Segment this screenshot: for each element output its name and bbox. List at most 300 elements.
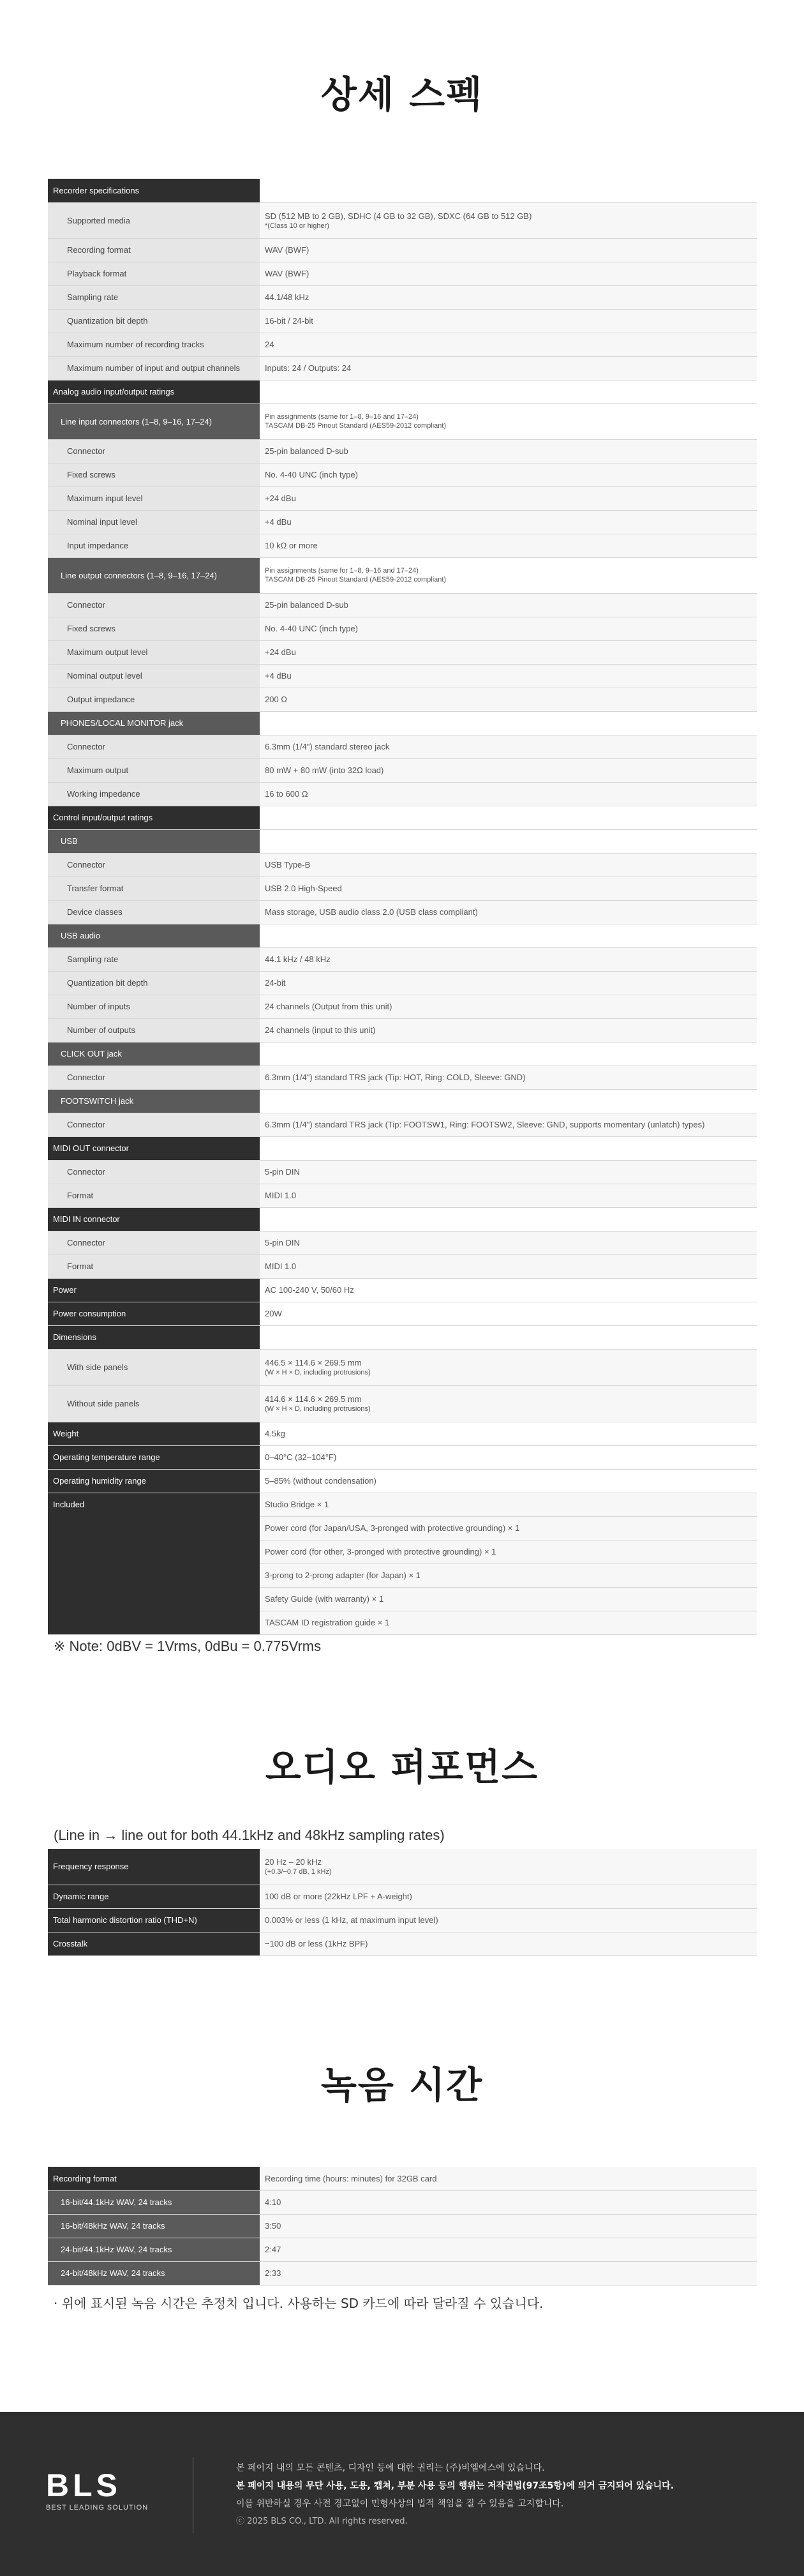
spec-value xyxy=(260,1184,757,1207)
spec-value xyxy=(260,262,757,285)
spec-value xyxy=(260,806,757,829)
spec-label xyxy=(48,617,260,640)
spec-label xyxy=(48,593,260,617)
spec-value xyxy=(260,179,757,202)
spec-row xyxy=(48,285,757,309)
spec-row xyxy=(48,1018,757,1042)
spec-value-text: 16 to 600 Ω xyxy=(265,789,308,799)
spec-label xyxy=(48,380,260,403)
spec-label xyxy=(48,179,260,202)
spec-value xyxy=(260,356,757,380)
spec-label-text: Transfer format xyxy=(67,884,124,893)
spec-row xyxy=(48,806,757,829)
spec-label xyxy=(48,1469,260,1493)
spec-value-text: SD (512 MB to 2 GB), SDHC (4 GB to 32 GB), SDXC (64 GB to 512 GB) xyxy=(265,211,532,221)
spec-label xyxy=(48,403,260,439)
spec-value-text: 6.3mm (1/4") standard TRS jack (Tip: HOT, Ring: COLD, Sleeve: GND) xyxy=(265,1073,526,1082)
spec-row xyxy=(48,924,757,947)
spec-label-text: USB xyxy=(61,836,78,846)
spec-row xyxy=(48,179,757,202)
spec-label-text: Sampling rate xyxy=(67,292,119,302)
spec-label xyxy=(48,1089,260,1113)
spec-label xyxy=(48,202,260,238)
spec-label-text: Connector xyxy=(67,742,105,751)
spec-label-text: Maximum output xyxy=(67,765,129,775)
spec-value xyxy=(260,1018,757,1042)
spec-value xyxy=(260,593,757,617)
spec-value-text: 44.1/48 kHz xyxy=(265,292,309,302)
spec-row xyxy=(48,262,757,285)
spec-value xyxy=(260,1066,757,1089)
spec-label xyxy=(48,688,260,711)
spec-value xyxy=(260,285,757,309)
included-item xyxy=(260,1611,757,1634)
spec-row xyxy=(48,403,757,439)
spec-value xyxy=(260,1349,757,1385)
spec-label xyxy=(48,971,260,995)
spec-label-text: Connector xyxy=(67,600,105,610)
spec-value xyxy=(260,853,757,877)
spec-label-text: Number of inputs xyxy=(67,1002,130,1011)
spec-value xyxy=(260,1422,757,1445)
rec-row xyxy=(48,2190,757,2214)
spec-label-text: Maximum number of recording tracks xyxy=(67,340,204,349)
audio-label xyxy=(48,1932,260,1955)
spec-label-text: CLICK OUT jack xyxy=(61,1049,122,1058)
spec-row xyxy=(48,758,757,782)
spec-label xyxy=(48,1113,260,1136)
spec-value xyxy=(260,510,757,534)
spec-row xyxy=(48,439,757,463)
spec-value xyxy=(260,309,757,333)
spec-value-text: 24 xyxy=(265,340,274,349)
spec-value-text: 80 mW + 80 mW (into 32Ω load) xyxy=(265,765,384,775)
spec-label-text: Maximum input level xyxy=(67,493,143,503)
rec-format xyxy=(48,2261,260,2285)
spec-value xyxy=(260,1113,757,1136)
spec-label xyxy=(48,1231,260,1254)
spec-label-text: Playback format xyxy=(67,269,127,278)
spec-row xyxy=(48,735,757,758)
spec-label xyxy=(48,1184,260,1207)
spec-label-text: Fixed screws xyxy=(67,470,115,479)
spec-value xyxy=(260,640,757,664)
spec-label xyxy=(48,664,260,688)
spec-label xyxy=(48,1445,260,1469)
spec-value xyxy=(260,557,757,593)
audio-table xyxy=(48,1849,757,1956)
spec-value-subtext: (W × H × D, including protrusions) xyxy=(265,1405,371,1413)
spec-label-text: Format xyxy=(67,1262,94,1271)
spec-label-text: Maximum number of input and output channels xyxy=(67,363,240,373)
spec-value-text: 20W xyxy=(265,1309,282,1318)
spec-label xyxy=(48,1136,260,1160)
spec-value xyxy=(260,333,757,356)
spec-label xyxy=(48,1160,260,1184)
rec-format xyxy=(48,2238,260,2261)
spec-label xyxy=(48,806,260,829)
spec-label-text: Weight xyxy=(53,1429,79,1438)
spec-label-text: Maximum output level xyxy=(67,647,148,657)
rec-header-value xyxy=(260,2167,757,2190)
spec-label xyxy=(48,1254,260,1278)
spec-value-text: 24 channels (Output from this unit) xyxy=(265,1002,392,1011)
spec-value-text: 25-pin balanced D-sub xyxy=(265,600,348,610)
spec-value-text: No. 4-40 UNC (inch type) xyxy=(265,624,358,633)
spec-label-text: Working impedance xyxy=(67,789,140,799)
rec-row xyxy=(48,2261,757,2285)
spec-row xyxy=(48,711,757,735)
audio-value-text: −100 dB or less (1kHz BPF) xyxy=(265,1939,368,1948)
spec-value xyxy=(260,735,757,758)
spec-value xyxy=(260,534,757,557)
included-item-text: 3-prong to 2-prong adapter (for Japan) × 1 xyxy=(265,1570,421,1580)
rec-header-label xyxy=(48,2167,260,2190)
spec-value xyxy=(260,1136,757,1160)
footer-line-3: 이를 위반하실 경우 사전 경고없이 민형사상의 법적 책임을 질 수 있음을 고지합니다. xyxy=(236,2499,564,2509)
spec-value-text: +4 dBu xyxy=(265,671,292,681)
spec-value xyxy=(260,947,757,971)
spec-label-text: Operating humidity range xyxy=(53,1476,146,1486)
spec-label-text: Sampling rate xyxy=(67,954,119,964)
audio-value xyxy=(260,1885,757,1908)
spec-row xyxy=(48,463,757,486)
spec-label-text: Control input/output ratings xyxy=(53,813,153,822)
spec-value-subtext: TASCAM DB-25 Pinout Standard (AES59-2012 compliant) xyxy=(265,422,447,430)
spec-label xyxy=(48,877,260,900)
spec-label-text: Line output connectors (1–8, 9–16, 17–24) xyxy=(61,570,218,580)
spec-section-title: 상세 스펙 xyxy=(320,73,484,116)
spec-row xyxy=(48,356,757,380)
spec-row xyxy=(48,1469,757,1493)
spec-label xyxy=(48,947,260,971)
spec-label-text: Line input connectors (1–8, 9–16, 17–24) xyxy=(61,416,212,426)
spec-value xyxy=(260,688,757,711)
spec-row xyxy=(48,1325,757,1349)
audio-value xyxy=(260,1849,757,1885)
spec-row xyxy=(48,238,757,262)
spec-value-text: 5-pin DIN xyxy=(265,1167,300,1177)
spec-value-text: 16-bit / 24-bit xyxy=(265,316,313,326)
spec-value-text: Inputs: 24 / Outputs: 24 xyxy=(265,363,352,373)
spec-value xyxy=(260,900,757,924)
spec-label xyxy=(48,924,260,947)
spec-value-text: WAV (BWF) xyxy=(265,269,309,278)
audio-condition: (Line in → line out for both 44.1kHz and 48kHz sampling rates) xyxy=(54,1827,445,1843)
spec-value xyxy=(260,617,757,640)
spec-row xyxy=(48,1278,757,1302)
rec-time-value-text: 2:47 xyxy=(265,2245,281,2254)
included-row xyxy=(48,1493,757,1516)
audio-label xyxy=(48,1885,260,1908)
spec-value xyxy=(260,877,757,900)
spec-label xyxy=(48,1042,260,1066)
spec-value xyxy=(260,1302,757,1325)
spec-label-text: Input impedance xyxy=(67,541,129,550)
spec-row xyxy=(48,1422,757,1445)
spec-label-text: Number of outputs xyxy=(67,1025,135,1035)
audio-label-text: Total harmonic distortion ratio (THD+N) xyxy=(53,1915,197,1925)
included-item-text: Safety Guide (with warranty) × 1 xyxy=(265,1594,384,1604)
rec-time-table xyxy=(48,2167,757,2286)
spec-label-text: Fixed screws xyxy=(67,624,115,633)
spec-label-text: Quantization bit depth xyxy=(67,316,148,326)
spec-value xyxy=(260,486,757,510)
spec-label xyxy=(48,1018,260,1042)
spec-value xyxy=(260,1278,757,1302)
spec-value xyxy=(260,758,757,782)
logo-subtitle: BEST LEADING SOLUTION xyxy=(46,2504,149,2512)
spec-value-text: 5-pin DIN xyxy=(265,1238,300,1247)
spec-row xyxy=(48,971,757,995)
bls-logo xyxy=(46,2469,148,2512)
spec-value-subtext: TASCAM DB-25 Pinout Standard (AES59-2012 compliant) xyxy=(265,576,447,584)
spec-row xyxy=(48,1136,757,1160)
rec-format xyxy=(48,2214,260,2238)
spec-label-text: PHONES/LOCAL MONITOR jack xyxy=(61,718,184,728)
spec-label-text: Device classes xyxy=(67,907,123,917)
spec-label xyxy=(48,238,260,262)
spec-label-text: Format xyxy=(67,1191,94,1200)
spec-value-text: Pin assignments (same for 1–8, 9–16 and 17–24) xyxy=(265,413,419,421)
spec-label-text: Connector xyxy=(67,1120,105,1129)
spec-row xyxy=(48,829,757,853)
spec-value-text: AC 100-240 V, 50/60 Hz xyxy=(265,1285,354,1295)
spec-value-text: 24 channels (input to this unit) xyxy=(265,1025,376,1035)
spec-label xyxy=(48,333,260,356)
spec-row xyxy=(48,202,757,238)
spec-value-subtext: *(Class 10 or higher) xyxy=(265,222,329,230)
spec-label-text: Quantization bit depth xyxy=(67,978,148,988)
spec-value-text: 6.3mm (1/4") standard TRS jack (Tip: FOOTSW1, Ring: FOOTSW2, Sleeve: GND, supports momentary (unlatch) types) xyxy=(265,1120,705,1129)
rec-format-text: 16-bit/48kHz WAV, 24 tracks xyxy=(61,2221,165,2231)
spec-row xyxy=(48,688,757,711)
spec-label-text: Recorder specifications xyxy=(53,185,140,195)
included-item xyxy=(260,1540,757,1563)
spec-label-text: Power xyxy=(53,1285,77,1295)
spec-label-text: Power consumption xyxy=(53,1309,126,1318)
spec-label-text: Connector xyxy=(67,446,105,456)
included-item-text: Studio Bridge × 1 xyxy=(265,1500,329,1509)
audio-value xyxy=(260,1908,757,1932)
rec-row xyxy=(48,2214,757,2238)
spec-value xyxy=(260,711,757,735)
spec-value xyxy=(260,1254,757,1278)
spec-label xyxy=(48,356,260,380)
spec-value-text: 5–85% (without condensation) xyxy=(265,1476,376,1486)
included-item xyxy=(260,1587,757,1611)
spec-label-text: Connector xyxy=(67,860,105,870)
rec-time-value-text: 2:33 xyxy=(265,2268,281,2278)
spec-row xyxy=(48,947,757,971)
rec-time-value xyxy=(260,2238,757,2261)
spec-label xyxy=(48,463,260,486)
spec-row xyxy=(48,333,757,356)
spec-label-text: Analog audio input/output ratings xyxy=(53,387,175,396)
spec-label xyxy=(48,1422,260,1445)
logo-text: BLS xyxy=(46,2467,121,2503)
spec-label xyxy=(48,995,260,1018)
spec-value xyxy=(260,439,757,463)
spec-row xyxy=(48,593,757,617)
spec-value xyxy=(260,380,757,403)
spec-row xyxy=(48,995,757,1018)
spec-label-text: Connector xyxy=(67,1073,105,1082)
footer xyxy=(0,2412,804,2576)
spec-row xyxy=(48,1042,757,1066)
spec-row xyxy=(48,534,757,557)
spec-row xyxy=(48,1254,757,1278)
included-item-text: Power cord (for other, 3-pronged with protective grounding) × 1 xyxy=(265,1547,496,1556)
spec-value xyxy=(260,1160,757,1184)
spec-value xyxy=(260,664,757,688)
rec-format-text: 24-bit/48kHz WAV, 24 tracks xyxy=(61,2268,165,2278)
audio-label-text: Frequency response xyxy=(53,1862,129,1872)
spec-label-text: Connector xyxy=(67,1238,105,1247)
spec-value xyxy=(260,995,757,1018)
spec-value-text: +24 dBu xyxy=(265,647,296,657)
spec-label xyxy=(48,1349,260,1385)
unit-note: ※ Note: 0dBV = 1Vrms, 0dBu = 0.775Vrms xyxy=(54,1638,322,1654)
spec-label xyxy=(48,853,260,877)
spec-label xyxy=(48,1302,260,1325)
spec-value-text: 414.6 × 114.6 × 269.5 mm xyxy=(265,1394,362,1404)
spec-value-text: No. 4-40 UNC (inch type) xyxy=(265,470,358,479)
spec-label-text: Output impedance xyxy=(67,695,135,704)
spec-value-text: 10 kΩ or more xyxy=(265,541,318,550)
spec-row xyxy=(48,1231,757,1254)
spec-row xyxy=(48,1445,757,1469)
spec-label-text: Connector xyxy=(67,1167,105,1177)
audio-value-subtext: (+0.3/−0.7 dB, 1 kHz) xyxy=(265,1868,332,1876)
spec-row xyxy=(48,557,757,593)
spec-value-text: 44.1 kHz / 48 kHz xyxy=(265,954,331,964)
spec-value-text: Pin assignments (same for 1–8, 9–16 and 17–24) xyxy=(265,567,419,575)
spec-value-text: WAV (BWF) xyxy=(265,245,309,255)
rec-time-value xyxy=(260,2190,757,2214)
spec-label-text: MIDI IN connector xyxy=(53,1214,120,1224)
spec-value-text: 4.5kg xyxy=(265,1429,285,1438)
audio-value-text: 0.003% or less (1 kHz, at maximum input level) xyxy=(265,1915,438,1925)
spec-label-text: FOOTSWITCH jack xyxy=(61,1096,134,1106)
spec-value xyxy=(260,1231,757,1254)
spec-table xyxy=(48,179,757,1635)
spec-label xyxy=(48,1066,260,1089)
spec-row xyxy=(48,1066,757,1089)
spec-label xyxy=(48,486,260,510)
spec-label xyxy=(48,1278,260,1302)
spec-label-text: Nominal output level xyxy=(67,671,142,681)
spec-value xyxy=(260,1089,757,1113)
audio-row xyxy=(48,1885,757,1908)
spec-label xyxy=(48,262,260,285)
audio-label xyxy=(48,1849,260,1885)
spec-row xyxy=(48,1184,757,1207)
spec-label-text: Dimensions xyxy=(53,1332,96,1342)
included-item xyxy=(260,1516,757,1540)
spec-row xyxy=(48,486,757,510)
spec-row xyxy=(48,1089,757,1113)
spec-label xyxy=(48,285,260,309)
audio-section-title: 오디오 퍼포먼스 xyxy=(265,1745,539,1789)
audio-label-text: Crosstalk xyxy=(53,1939,88,1948)
spec-label-text: USB audio xyxy=(61,931,101,940)
rec-format xyxy=(48,2190,260,2214)
spec-value xyxy=(260,782,757,806)
included-label-text: Included xyxy=(53,1499,85,1509)
footer-line-1: 본 페이지 내의 모든 콘텐츠, 디자인 등에 대한 권리는 (주)비엘에스에 있습니다. xyxy=(236,2463,545,2473)
spec-label-text: Nominal input level xyxy=(67,517,137,527)
audio-row xyxy=(48,1932,757,1955)
spec-value xyxy=(260,202,757,238)
spec-label-text: Supported media xyxy=(67,215,131,225)
spec-value-text: 0–40°C (32–104°F) xyxy=(265,1452,337,1462)
spec-row xyxy=(48,664,757,688)
spec-value xyxy=(260,403,757,439)
spec-value xyxy=(260,1042,757,1066)
spec-value-text: +24 dBu xyxy=(265,493,296,503)
spec-row xyxy=(48,1302,757,1325)
spec-label xyxy=(48,1207,260,1231)
footer-line-2: 본 페이지 내용의 무단 사용, 도용, 캡쳐, 부분 사용 등의 행위는 저작권법(97조5항)에 의거 금지되어 있습니다. xyxy=(236,2481,674,2491)
spec-label xyxy=(48,439,260,463)
spec-value xyxy=(260,829,757,853)
spec-label-text: Recording format xyxy=(67,245,131,255)
rec-header-value-text: Recording time (hours: minutes) for 32GB card xyxy=(265,2173,437,2183)
rec-time-note: · 위에 표시된 녹음 시간은 추정치 입니다. 사용하는 SD 카드에 따라 달라질 수 있습니다. xyxy=(54,2296,544,2311)
audio-label xyxy=(48,1908,260,1932)
spec-row xyxy=(48,853,757,877)
spec-value-text: 6.3mm (1/4") standard stereo jack xyxy=(265,742,390,751)
rec-header-row xyxy=(48,2167,757,2190)
spec-row xyxy=(48,877,757,900)
spec-row xyxy=(48,309,757,333)
audio-value xyxy=(260,1932,757,1955)
included-item-text: TASCAM ID registration guide × 1 xyxy=(265,1618,390,1627)
spec-label xyxy=(48,735,260,758)
included-item xyxy=(260,1493,757,1516)
rec-time-value xyxy=(260,2214,757,2238)
spec-value xyxy=(260,924,757,947)
spec-value xyxy=(260,1207,757,1231)
spec-value-text: 25-pin balanced D-sub xyxy=(265,446,348,456)
spec-row xyxy=(48,782,757,806)
spec-value-text: MIDI 1.0 xyxy=(265,1191,297,1200)
spec-row xyxy=(48,1207,757,1231)
spec-label xyxy=(48,510,260,534)
spec-label xyxy=(48,829,260,853)
audio-row xyxy=(48,1849,757,1885)
included-label xyxy=(48,1493,260,1634)
spec-label xyxy=(48,782,260,806)
rec-time-value-text: 3:50 xyxy=(265,2221,281,2231)
spec-label xyxy=(48,711,260,735)
rec-row xyxy=(48,2238,757,2261)
spec-label xyxy=(48,900,260,924)
rec-format-text: 24-bit/44.1kHz WAV, 24 tracks xyxy=(61,2245,172,2254)
rec-time-value-text: 4:10 xyxy=(265,2197,281,2207)
rec-header-label-text: Recording format xyxy=(53,2173,117,2183)
rec-format-text: 16-bit/44.1kHz WAV, 24 tracks xyxy=(61,2197,172,2207)
audio-value-text: 20 Hz – 20 kHz xyxy=(265,1857,322,1867)
rec-time-section-title: 녹음 시간 xyxy=(320,2063,484,2107)
spec-row xyxy=(48,380,757,403)
spec-label xyxy=(48,758,260,782)
spec-label xyxy=(48,1385,260,1422)
spec-label xyxy=(48,309,260,333)
spec-row xyxy=(48,510,757,534)
spec-value xyxy=(260,1385,757,1422)
